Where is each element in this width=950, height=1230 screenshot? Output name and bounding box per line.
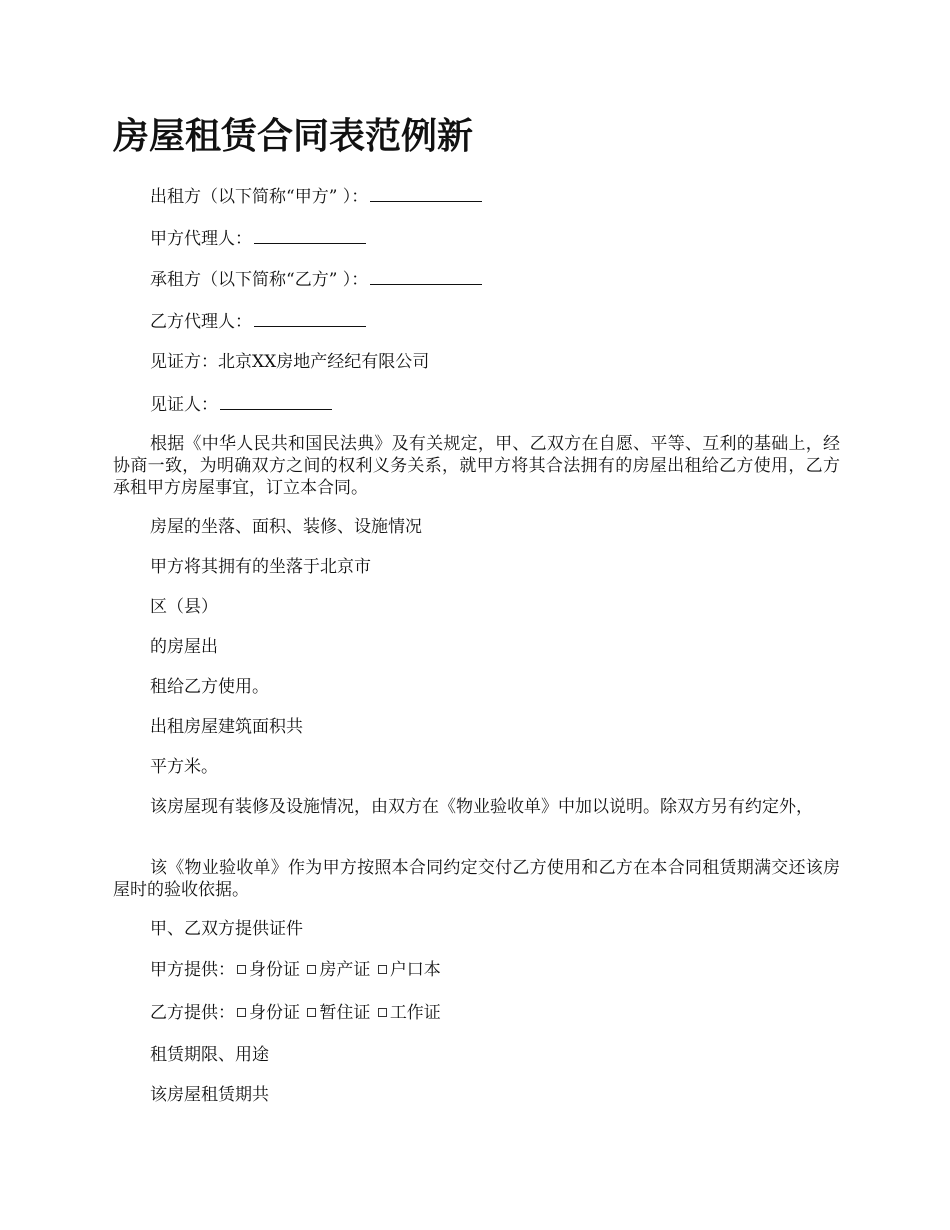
party-a-doc-property-cert: 房产证 [319,960,371,980]
checkbox-icon[interactable] [237,965,246,974]
lessee-line [150,268,482,291]
lessee-blank [370,268,482,285]
checkbox-icon[interactable] [307,1008,316,1017]
party-b-doc-residence-permit: 暂住证 [319,1003,371,1023]
checkbox-icon[interactable] [378,965,387,974]
lessee-agent-label: 乙方代理人： [150,312,252,332]
area-line: 出租房屋建筑面积共 [150,717,303,737]
preamble-paragraph: 根据《中华人民共和国民法典》及有关规定，甲、乙双方在自愿、平等、互利的基础上，经协商一致，为明确双方之间的权利义务关系，就甲方将其合法拥有的房屋出租给乙方使用，乙方承租甲方房屋事宜，订立本合同。 [113,434,840,498]
party-b-docs-line [150,1002,441,1024]
lessor-agent-blank [254,227,366,244]
rent-to-line: 租给乙方使用。 [150,677,269,697]
location-line: 甲方将其拥有的坐落于北京市 [150,557,371,577]
term-line: 该房屋租赁期共 [150,1085,269,1105]
decoration-paragraph: 该房屋现有装修及设施情况，由双方在《物业验收单》中加以说明。除双方另有约定外， [150,797,813,817]
party-a-doc-household: 户口本 [389,960,441,980]
lessor-label: 出租方（以下简称“甲方” ）： [150,187,369,207]
witness-person-blank [220,393,332,410]
lessee-agent-line [150,310,366,333]
checkbox-icon[interactable] [378,1008,387,1017]
party-b-doc-id-card: 身份证 [249,1003,300,1023]
section3-heading: 租赁期限、用途 [150,1045,269,1065]
lessee-agent-blank [254,310,366,327]
sqm-line: 平方米。 [150,757,218,777]
inspection-paragraph: 该《物业验收单》作为甲方按照本合同约定交付乙方使用和乙方在本合同租赁期满交还该房屋时的验收依据。 [113,858,840,900]
lessee-label: 承租方（以下简称“乙方” ）： [150,270,369,290]
party-b-doc-work-permit: 工作证 [389,1003,441,1023]
witness-person-line [150,393,332,416]
district-line: 区（县） [150,597,218,617]
checkbox-icon[interactable] [237,1008,246,1017]
lessor-line [150,185,482,208]
party-a-doc-id-card: 身份证 [249,960,300,980]
party-a-docs-line [150,959,441,981]
witness-person-label: 见证人： [150,395,218,415]
house-out-line: 的房屋出 [150,637,218,657]
document-title: 房屋租赁合同表范例新 [113,115,474,157]
lessor-blank [370,185,482,202]
lessor-agent-line [150,227,366,250]
party-a-provides-label: 甲方提供： [150,960,235,980]
party-b-provides-label: 乙方提供： [150,1003,235,1023]
section1-heading: 房屋的坐落、面积、装修、设施情况 [150,517,422,537]
checkbox-icon[interactable] [307,965,316,974]
section2-heading: 甲、乙双方提供证件 [150,919,303,939]
witness-party-line: 见证方：北京XX房地产经纪有限公司 [150,352,430,372]
lessor-agent-label: 甲方代理人： [150,229,252,249]
